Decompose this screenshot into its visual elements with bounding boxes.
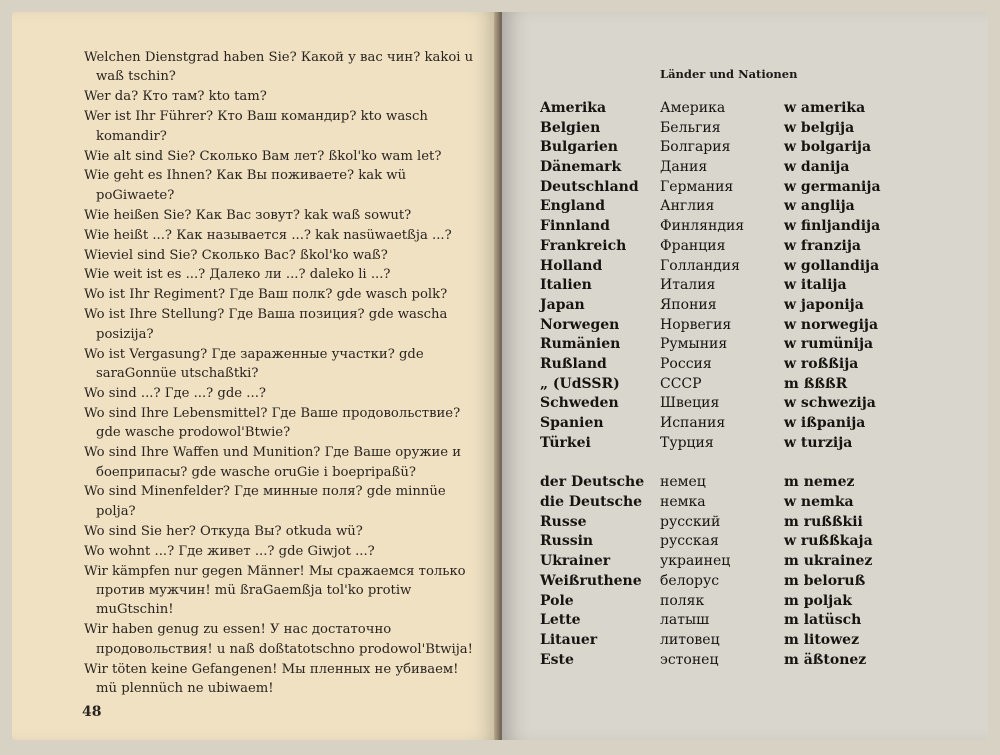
- russian-term: Япония: [660, 296, 717, 313]
- german-term: Rußland: [540, 355, 607, 372]
- german-term: Ukrainer: [540, 553, 611, 570]
- russian-term: Голландия: [660, 257, 740, 274]
- phrase-entry: Wo sind Minenfelder? Где минные поля? gde minnüe polja?: [84, 484, 446, 519]
- transliteration: w schwezija: [784, 395, 876, 412]
- phrase-entry: Wir kämpfen nur gegen Männer! Мы сражаемся только против мужчин! mü ßraGaemßja tol'ko protiw muGtschin!: [84, 563, 466, 618]
- phrase-entry: Wie heißen Sie? Как Вас зовут? kak waß sowut?: [84, 207, 412, 223]
- phrase-entry: Wie weit ist es ...? Далеко ли ...? daleko li ...?: [84, 267, 391, 283]
- transliteration: w ißpanija: [784, 415, 866, 431]
- transliteration: w gollandija: [784, 257, 880, 274]
- country-row: [540, 238, 960, 258]
- phrase-entry: Wo sind ...? Где ...? gde ...?: [84, 385, 266, 401]
- german-term: Spanien: [540, 415, 604, 431]
- country-row: [540, 415, 960, 435]
- transliteration: w germanija: [784, 178, 881, 195]
- country-row: [540, 139, 960, 159]
- section-gap: [540, 454, 960, 474]
- russian-term: СССР: [660, 375, 702, 392]
- phrase-entry: Wo sind Sie her? Откуда Вы? otkuda wü?: [84, 523, 363, 539]
- german-term: Finnland: [540, 218, 610, 235]
- vocabulary-table: [540, 100, 960, 671]
- country-row: [540, 435, 960, 455]
- country-row: [540, 356, 960, 376]
- german-term: der Deutsche: [540, 474, 645, 491]
- transliteration: w bolgarija: [784, 139, 872, 156]
- transliteration: m litowez: [784, 631, 860, 648]
- transliteration: m ßßßR: [784, 375, 848, 392]
- german-term: Russin: [540, 533, 594, 550]
- german-term: Schweden: [540, 395, 619, 412]
- country-row: [540, 198, 960, 218]
- nationality-row: [540, 612, 960, 632]
- phrase-entry: Wo ist Ihre Stellung? Где Ваша позиция? gde wascha posizija?: [84, 307, 448, 342]
- russian-term: Швеция: [660, 395, 720, 412]
- transliteration: m ukrainez: [784, 553, 873, 570]
- german-term: Litauer: [540, 631, 598, 648]
- phrase-entry: Wo ist Ihr Regiment? Где Ваш полк? gde wasch polk?: [84, 287, 448, 303]
- country-row: [540, 317, 960, 337]
- russian-term: поляк: [660, 592, 705, 609]
- country-row: [540, 277, 960, 297]
- phrase-entry: Wer da? Кто там? kto tam?: [84, 89, 267, 105]
- country-row: [540, 395, 960, 415]
- transliteration: w amerika: [784, 100, 866, 116]
- phrase-entry: Wie alt sind Sie? Сколько Вам лет? ßkol'ko wam let?: [84, 148, 442, 164]
- german-term: Este: [540, 651, 574, 668]
- transliteration: m poljak: [784, 592, 852, 609]
- country-row: [540, 336, 960, 356]
- german-term: Türkei: [540, 434, 591, 451]
- german-term: England: [540, 198, 605, 215]
- russian-term: Америка: [660, 100, 726, 116]
- nationality-row: [540, 573, 960, 593]
- russian-term: Турция: [660, 434, 714, 451]
- page-number: 48: [82, 704, 102, 720]
- country-row: [540, 179, 960, 199]
- country-row: [540, 120, 960, 140]
- german-term: Norwegen: [540, 316, 620, 333]
- left-page: [12, 12, 498, 740]
- german-term: die Deutsche: [540, 494, 643, 511]
- phrase-entry: Wir töten keine Gefangenen! Мы пленных не убиваем! mü plennüch ne ubiwaem!: [84, 661, 459, 696]
- phrase-entry: Wie geht es Ihnen? Как Вы поживаете? kak wü poGiwaete?: [84, 168, 407, 203]
- transliteration: m latüsch: [784, 612, 862, 629]
- russian-term: Румыния: [660, 336, 728, 353]
- phrase-entry: Wer ist Ihr Führer? Кто Ваш командир? kto wasch komandir?: [84, 109, 428, 144]
- russian-term: Франция: [660, 237, 726, 254]
- russian-term: Испания: [660, 415, 726, 431]
- nationality-row: [540, 494, 960, 514]
- russian-term: Дания: [660, 159, 708, 176]
- german-term: Frankreich: [540, 237, 627, 254]
- russian-term: немец: [660, 474, 706, 491]
- german-term: Amerika: [540, 100, 607, 116]
- russian-term: украинец: [660, 553, 731, 570]
- country-row: [540, 297, 960, 317]
- russian-term: Бельгия: [660, 119, 721, 136]
- german-term: Deutschland: [540, 178, 639, 195]
- transliteration: w nemka: [784, 494, 854, 511]
- phrase-entry: Wieviel sind Sie? Сколько Вас? ßkol'ko waß?: [84, 247, 388, 263]
- russian-term: русская: [660, 533, 719, 550]
- transliteration: w japonija: [784, 296, 864, 313]
- transliteration: w danija: [784, 159, 850, 176]
- russian-term: латыш: [660, 612, 710, 629]
- german-term: Weißruthene: [540, 572, 642, 589]
- nationality-row: [540, 632, 960, 652]
- transliteration: w norwegija: [784, 316, 879, 333]
- russian-term: белорус: [660, 572, 720, 589]
- nationality-row: [540, 533, 960, 553]
- phrase-entry: Wo wohnt ...? Где живет ...? gde Giwjot ...?: [84, 543, 375, 559]
- german-term: Russe: [540, 513, 587, 530]
- nationality-row: [540, 593, 960, 613]
- country-row: [540, 376, 960, 396]
- russian-term: русский: [660, 513, 721, 530]
- german-term: Holland: [540, 257, 603, 274]
- german-term: „ (UdSSR): [540, 375, 620, 392]
- nationality-row: [540, 514, 960, 534]
- russian-term: Германия: [660, 178, 734, 195]
- russian-term: литовец: [660, 631, 720, 648]
- german-term: Lette: [540, 612, 581, 629]
- transliteration: m nemez: [784, 474, 855, 491]
- transliteration: w franzija: [784, 237, 861, 254]
- german-term: Japan: [540, 296, 585, 313]
- phrase-entry: Wir haben genug zu essen! У нас достаточно продовольствия! u naß doßtatotschno prodowol'Btwija!: [84, 622, 473, 657]
- russian-term: Англия: [660, 198, 715, 215]
- transliteration: m rußßkii: [784, 513, 863, 530]
- page-title: Länder und Nationen: [660, 67, 798, 81]
- transliteration: w italija: [784, 277, 847, 294]
- russian-term: Италия: [660, 277, 716, 294]
- transliteration: m beloruß: [784, 572, 866, 589]
- phrase-entry: Wo sind Ihre Lebensmittel? Где Ваше продовольствие? gde wasche prodowol'Btwie?: [84, 405, 461, 441]
- german-term: Bulgarien: [540, 139, 618, 156]
- german-term: Belgien: [540, 119, 601, 136]
- transliteration: w rußßkaja: [784, 533, 873, 550]
- german-term: Rumänien: [540, 336, 621, 353]
- nationality-row: [540, 474, 960, 494]
- transliteration: w turzija: [784, 434, 853, 451]
- country-row: [540, 218, 960, 238]
- country-row: [540, 100, 960, 120]
- transliteration: m äßtonez: [784, 651, 867, 668]
- transliteration: w finljandija: [784, 218, 881, 235]
- transliteration: w belgija: [784, 119, 855, 136]
- phrase-entry: Wo sind Ihre Waffen und Munition? Где Ваше оружие и боеприпасы? gde wasche oruGie i boepripaßü?: [84, 445, 462, 480]
- country-row: [540, 258, 960, 278]
- phrase-entry: Wie heißt ...? Как называется ...? kak nasüwaetßja ...?: [84, 227, 452, 243]
- nationality-row: [540, 652, 960, 672]
- german-term: Dänemark: [540, 159, 622, 176]
- phrase-entry: Welchen Dienstgrad haben Sie? Какой у вас чин? kakoi u waß tschin?: [84, 50, 474, 85]
- nationality-row: [540, 553, 960, 573]
- german-term: Pole: [540, 592, 574, 609]
- german-term: Italien: [540, 277, 592, 294]
- russian-term: Финляндия: [660, 218, 745, 235]
- russian-term: Норвегия: [660, 316, 732, 333]
- russian-term: эстонец: [660, 651, 719, 668]
- russian-term: Россия: [660, 355, 712, 372]
- phrase-entry: Wo ist Vergasung? Где зараженные участки? gde saraGonnüe utschaßtki?: [84, 346, 424, 381]
- transliteration: w roßßija: [784, 355, 859, 372]
- phrase-list: [84, 48, 480, 698]
- russian-term: Болгария: [660, 139, 731, 156]
- transliteration: w rumünija: [784, 336, 874, 353]
- right-page: [502, 12, 988, 740]
- transliteration: w anglija: [784, 198, 855, 215]
- country-row: [540, 159, 960, 179]
- russian-term: немка: [660, 494, 706, 511]
